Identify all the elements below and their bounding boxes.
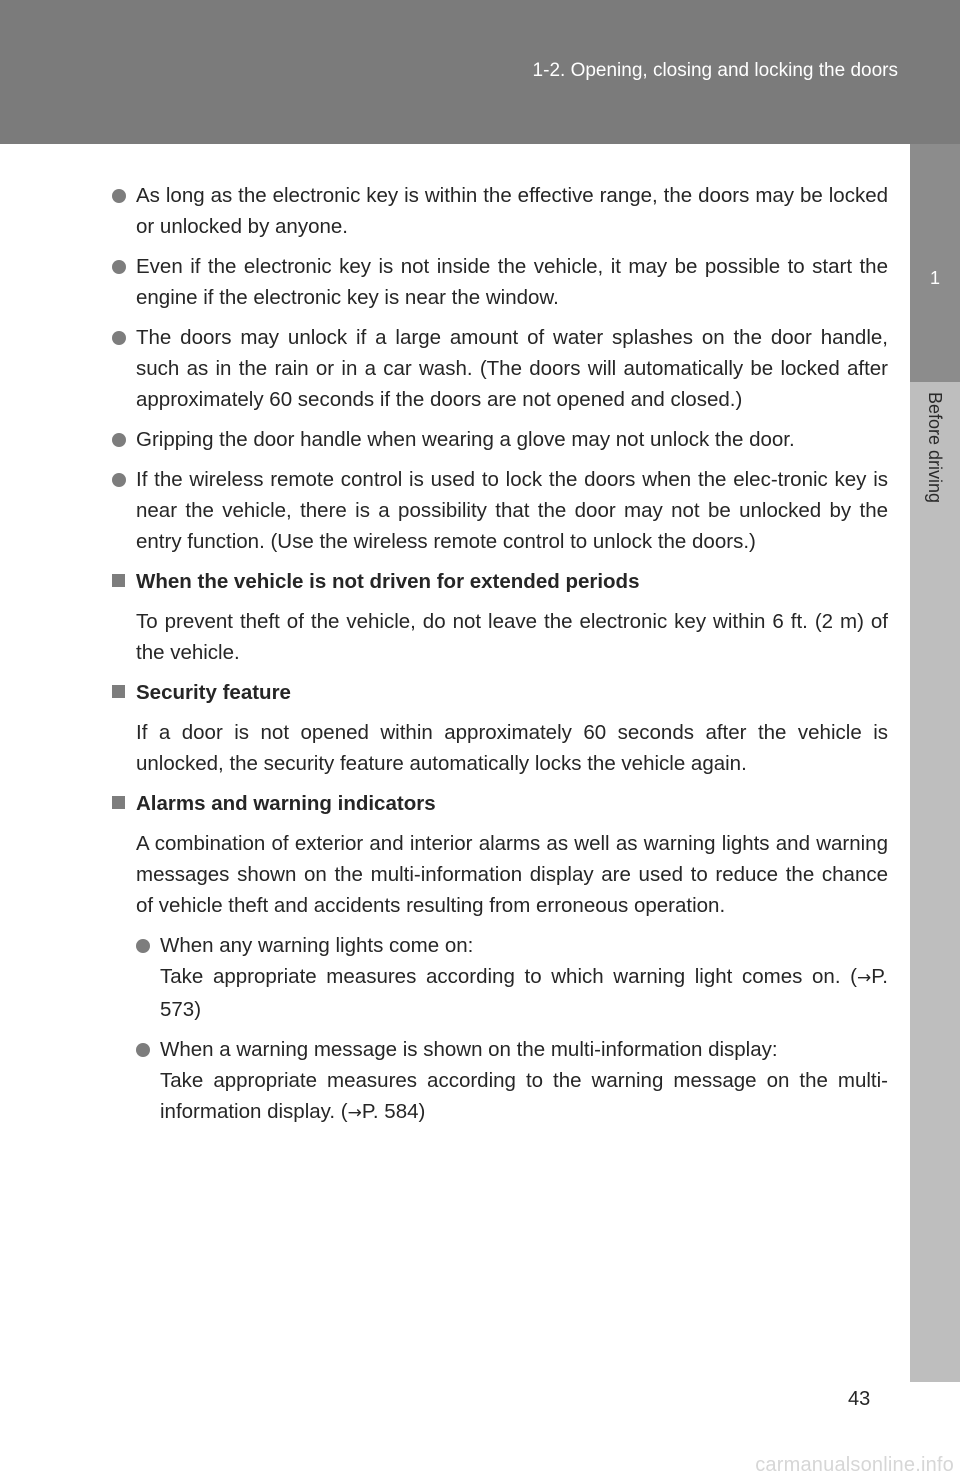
square-bullet-icon <box>112 685 125 698</box>
bullet-dot-icon <box>136 1043 150 1057</box>
page-reference: P. 573) <box>160 965 888 1021</box>
bullet-dot-icon <box>112 189 126 203</box>
arrow-right-icon: → <box>347 1103 362 1123</box>
list-item-detail: Take appropriate measures according to the warning message on the multi-information display. (→P. 584) <box>160 1069 888 1123</box>
bullet-dot-icon <box>112 433 126 447</box>
bullet-dot-icon <box>136 939 150 953</box>
section-heading-alarms: Alarms and warning indicators <box>112 788 888 819</box>
page-reference: P. 584) <box>361 1100 426 1123</box>
arrow-right-icon: → <box>857 968 872 988</box>
alarm-sub-list <box>112 930 888 1129</box>
page-number: 43 <box>848 1388 871 1410</box>
section-title: 1-2. Opening, closing and locking the doors <box>532 60 898 81</box>
bullet-dot-icon <box>112 331 126 345</box>
list-item: Even if the electronic key is not inside the vehicle, it may be possible to start the engine if the electronic key is near the window. <box>112 251 888 313</box>
square-bullet-icon <box>112 574 125 587</box>
list-item: Gripping the door handle when wearing a glove may not unlock the door. <box>112 424 888 455</box>
paragraph-alarms: A combination of exterior and interior alarms as well as warning lights and warning messages shown on the multi-information display are used to reduce the chance of vehicle theft and accidents resulting from erroneous operation. <box>136 832 888 917</box>
header-band <box>0 0 960 144</box>
list-item: If the wireless remote control is used to lock the doors when the elec-tronic key is near the vehicle, there is a possibility that the door may not be unlocked by the entry function. (Use the wireless remote control to unlock the doors.) <box>112 464 888 557</box>
page-body <box>112 180 888 1138</box>
watermark: carmanualsonline.info <box>755 1454 954 1476</box>
bullet-dot-icon <box>112 473 126 487</box>
section-heading-extended-periods: When the vehicle is not driven for extended periods <box>112 566 888 597</box>
list-item: The doors may unlock if a large amount of water splashes on the door handle, such as in the rain or in a car wash. (The doors will automatically be locked after approximately 60 seconds if the doors are not opened and closed.) <box>112 322 888 415</box>
bullet-dot-icon <box>112 260 126 274</box>
chapter-tab-label-text: Before driving <box>925 392 945 504</box>
chapter-tab-label <box>910 382 960 1382</box>
list-item: As long as the electronic key is within the effective range, the doors may be locked or unlocked by anyone. <box>112 180 888 242</box>
paragraph-extended-periods: To prevent theft of the vehicle, do not leave the electronic key within 6 ft. (2 m) of the vehicle. <box>136 610 888 664</box>
list-item: When a warning message is shown on the multi-information display: Take appropriate measures according to the warning message on the multi-information display. (→P. 584) <box>136 1034 888 1129</box>
square-bullet-icon <box>112 796 125 809</box>
paragraph-security-feature: If a door is not opened within approximately 60 seconds after the vehicle is unlocked, the security feature automatically locks the vehicle again. <box>136 721 888 775</box>
list-item-detail: Take appropriate measures according to which warning light comes on. (→P. 573) <box>160 965 888 1021</box>
chapter-tab-number: 1 <box>910 144 960 382</box>
section-heading-security-feature: Security feature <box>112 677 888 708</box>
list-item: When any warning lights come on: Take appropriate measures according to which warning light comes on. (→P. 573) <box>136 930 888 1025</box>
